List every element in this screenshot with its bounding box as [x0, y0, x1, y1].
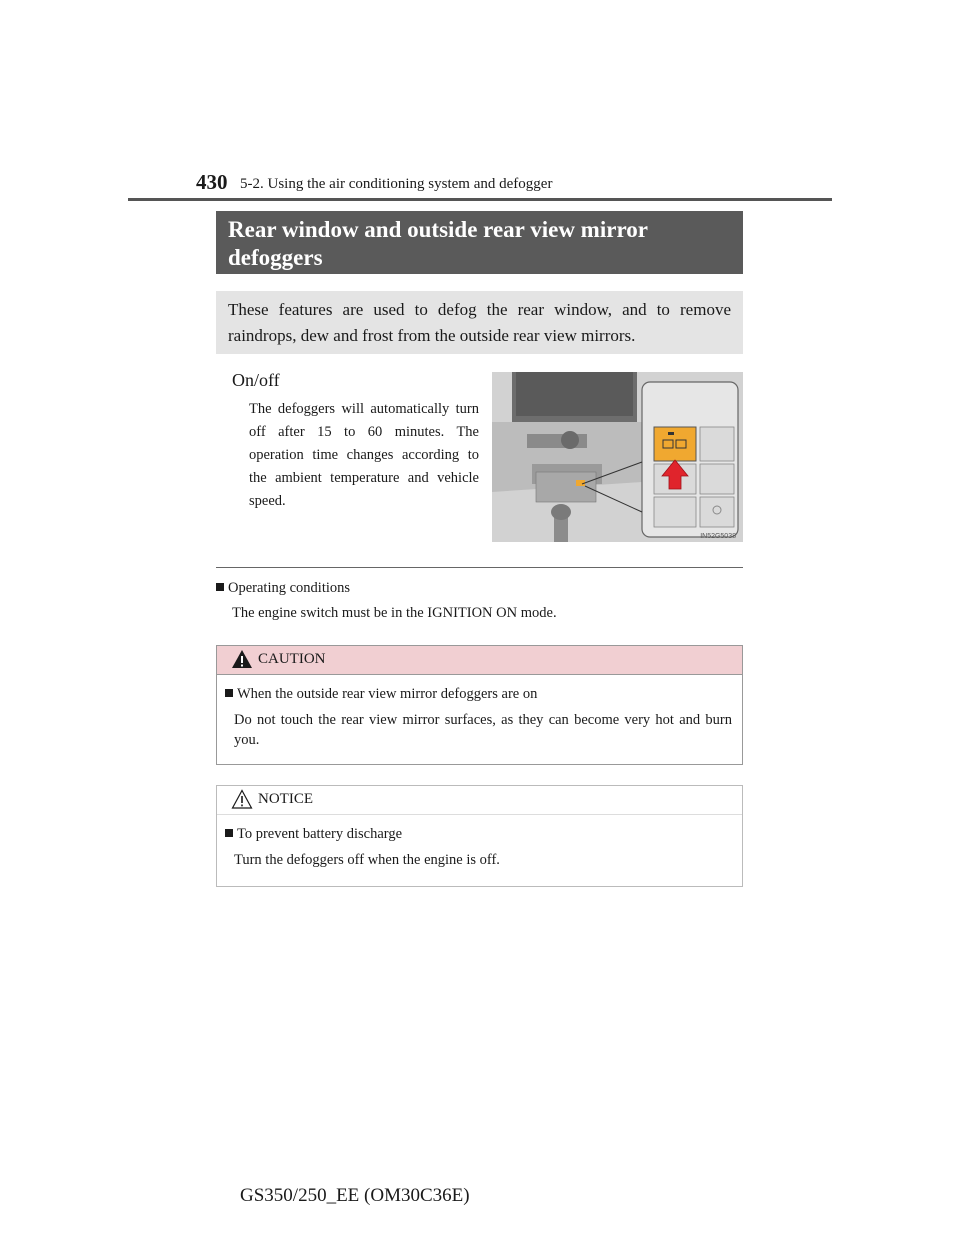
caution-label: CAUTION: [258, 651, 326, 667]
notice-text: Turn the defoggers off when the engine is off.: [234, 852, 500, 868]
notice-heading-text: To prevent battery discharge: [237, 826, 403, 842]
page-number: 430: [196, 170, 228, 194]
notice-heading: [225, 826, 402, 843]
caution-box: [216, 645, 743, 765]
intro-box: These features are used to defog the rear window, and to remove raindrops, dew and frost from the outside rear view mirrors.: [216, 291, 743, 354]
notice-label: NOTICE: [258, 791, 313, 807]
notice-bar: [217, 786, 742, 815]
figure-code: IN52G5038: [700, 533, 736, 540]
caution-text: Do not touch the rear view mirror surfaces, as they can become very hot and burn you.: [234, 712, 732, 748]
onoff-description: The defoggers will automatically turn off after 15 to 60 minutes. The operation time changes according to the ambient temperature and vehicle speed.: [249, 401, 479, 509]
warning-triangle-icon: [231, 649, 253, 669]
section-title: 5-2. Using the air conditioning system and defogger: [240, 176, 553, 192]
bullet-square: [225, 689, 233, 697]
section-divider: [216, 567, 743, 568]
banner-title-line1: Rear window and outside rear view mirror: [228, 217, 648, 242]
operating-conditions-text: The engine switch must be in the IGNITION ON mode.: [232, 605, 557, 621]
operating-conditions-heading: [216, 580, 350, 597]
notice-box: [216, 785, 743, 887]
model-footer: GS350/250_EE (OM30C36E): [240, 1185, 470, 1206]
operating-conditions-heading-text: Operating conditions: [228, 580, 351, 596]
bullet-square: [225, 829, 233, 837]
section-banner: [216, 211, 743, 274]
caution-heading: [225, 686, 537, 703]
defogger-switch-illustration: [492, 372, 743, 542]
banner-title-line2: defoggers: [228, 245, 323, 270]
onoff-label: On/off: [232, 370, 280, 390]
warning-triangle-outline-icon: [231, 789, 253, 809]
caution-bar: [217, 646, 742, 675]
caution-heading-text: When the outside rear view mirror defoggers are on: [237, 686, 538, 702]
bullet-square: [216, 583, 224, 591]
header-rule: [128, 198, 832, 201]
